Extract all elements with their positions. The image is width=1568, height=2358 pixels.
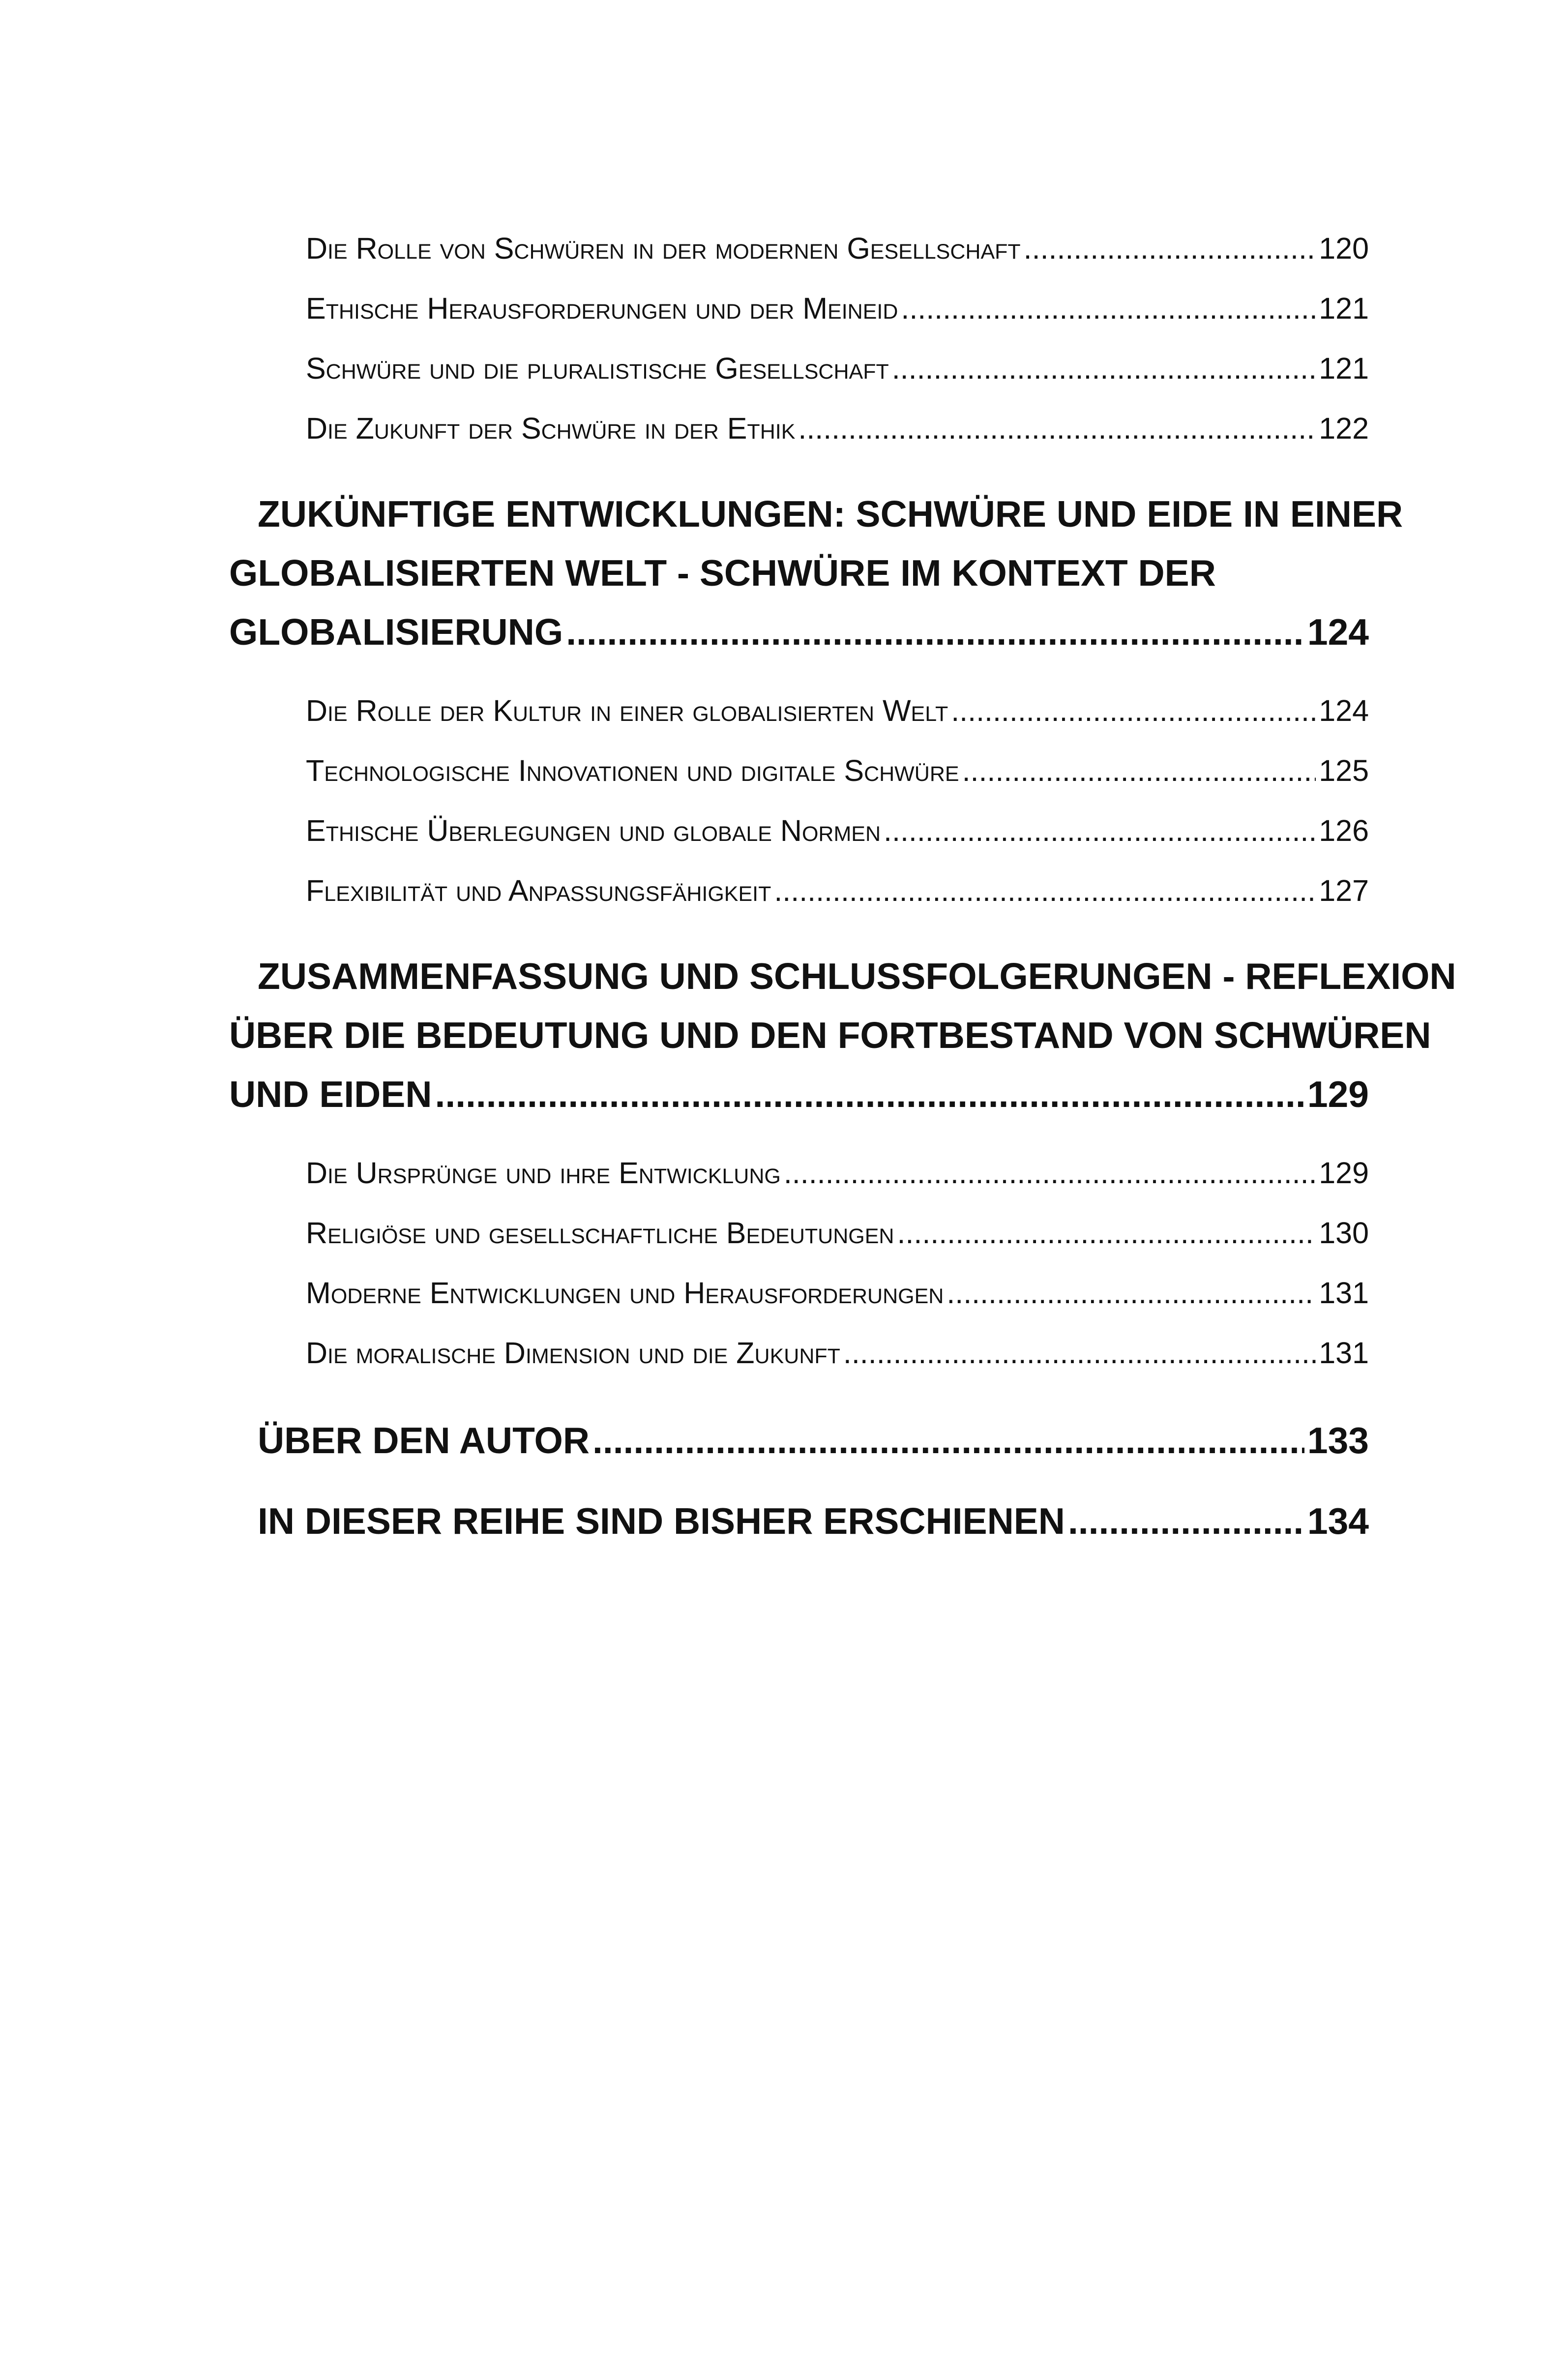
toc-leader-dots (435, 1073, 1304, 1115)
toc-entry-title: Die moralische Dimension und die Zukunft (306, 1336, 840, 1370)
toc-entry-title: Flexibilität und Anpassungsfähigkeit (306, 874, 771, 907)
toc-entry-title: Die Rolle der Kultur in einer globalisierten Welt (306, 694, 948, 727)
toc-entry[interactable] (306, 1156, 1369, 1190)
toc-entry[interactable] (306, 693, 1369, 728)
chapter-entry-about-author[interactable] (258, 1419, 1369, 1462)
chapter-heading-line: GLOBALISIERUNG (229, 611, 563, 653)
toc-leader-dots (798, 411, 1316, 446)
toc-entry-page: 133 (1307, 1420, 1369, 1461)
toc-entry-title: Schwüre und die pluralistische Gesellschaft (306, 352, 889, 385)
chapter-heading-line[interactable]: ZUKÜNFTIGE ENTWICKLUNGEN: SCHWÜRE UND EIDE IN EINER (258, 493, 1403, 535)
toc-leader-dots (592, 1419, 1304, 1462)
chapter-entry[interactable] (229, 611, 1369, 653)
toc-entry[interactable] (306, 411, 1369, 446)
toc-entry[interactable] (306, 351, 1369, 386)
toc-leader-dots (951, 693, 1316, 728)
toc-entry-page: 131 (1319, 1276, 1369, 1310)
toc-leader-dots (962, 753, 1316, 788)
toc-entry[interactable] (306, 1336, 1369, 1370)
chapter-entry[interactable] (229, 1073, 1369, 1115)
toc-entry-title: Religiöse und gesellschaftliche Bedeutungen (306, 1216, 894, 1250)
toc-leader-dots (884, 813, 1316, 848)
toc-entry-title: Moderne Entwicklungen und Herausforderungen (306, 1276, 944, 1310)
toc-entry-title: Ethische Überlegungen und globale Normen (306, 814, 881, 847)
toc-entry-title: Die Rolle von Schwüren in der modernen Gesellschaft (306, 232, 1021, 265)
toc-entry-page: 124 (1307, 611, 1369, 653)
toc-entry-page: 134 (1307, 1500, 1369, 1542)
chapter-heading-line: IN DIESER REIHE SIND BISHER ERSCHIENEN (258, 1500, 1065, 1542)
chapter-heading-line[interactable]: ZUSAMMENFASSUNG UND SCHLUSSFOLGERUNGEN - REFLEXION (258, 955, 1456, 997)
toc-entry[interactable] (306, 753, 1369, 788)
toc-entry-page: 130 (1319, 1216, 1369, 1250)
toc-entry[interactable] (306, 813, 1369, 848)
toc-entry[interactable] (306, 1276, 1369, 1310)
chapter-heading-line[interactable]: ÜBER DIE BEDEUTUNG UND DEN FORTBESTAND VON SCHWÜREN (229, 1015, 1431, 1056)
toc-leader-dots (901, 291, 1316, 326)
chapter-heading-line: UND EIDEN (229, 1074, 432, 1115)
toc-entry[interactable] (306, 1216, 1369, 1250)
toc-leader-dots (897, 1216, 1316, 1250)
toc-leader-dots (566, 611, 1304, 653)
toc-entry-title: Die Zukunft der Schwüre in der Ethik (306, 412, 796, 445)
toc-entry-page: 121 (1319, 292, 1369, 325)
toc-entry-title: Die Ursprünge und ihre Entwicklung (306, 1156, 781, 1190)
toc-entry-title: Technologische Innovationen und digitale Schwüre (306, 754, 959, 787)
toc-entry-page: 121 (1319, 352, 1369, 385)
toc-leader-dots (1024, 231, 1316, 266)
chapter-heading-line[interactable]: GLOBALISIERTEN WELT - SCHWÜRE IM KONTEXT DER (229, 552, 1216, 594)
toc-leader-dots (843, 1336, 1316, 1370)
toc-leader-dots (774, 873, 1316, 908)
toc-leader-dots (784, 1156, 1316, 1190)
chapter-heading-line: ÜBER DEN AUTOR (258, 1420, 590, 1461)
toc-entry[interactable] (306, 873, 1369, 908)
toc-entry-page: 129 (1319, 1156, 1369, 1190)
toc-entry-page: 126 (1319, 814, 1369, 847)
toc-entry-page: 125 (1319, 754, 1369, 787)
toc-entry[interactable] (306, 291, 1369, 326)
toc-entry-page: 131 (1319, 1336, 1369, 1370)
toc-leader-dots (1068, 1500, 1304, 1542)
toc-entry-page: 120 (1319, 232, 1369, 265)
toc-entry-page: 124 (1319, 694, 1369, 727)
toc-leader-dots (947, 1276, 1316, 1310)
toc-leader-dots (892, 351, 1316, 386)
toc-entry-page: 129 (1307, 1074, 1369, 1115)
chapter-entry-series[interactable] (258, 1500, 1369, 1542)
toc-entry-page: 122 (1319, 412, 1369, 445)
toc-entry-page: 127 (1319, 874, 1369, 907)
toc-entry[interactable] (306, 231, 1369, 266)
toc-entry-title: Ethische Herausforderungen und der Meineid (306, 292, 898, 325)
